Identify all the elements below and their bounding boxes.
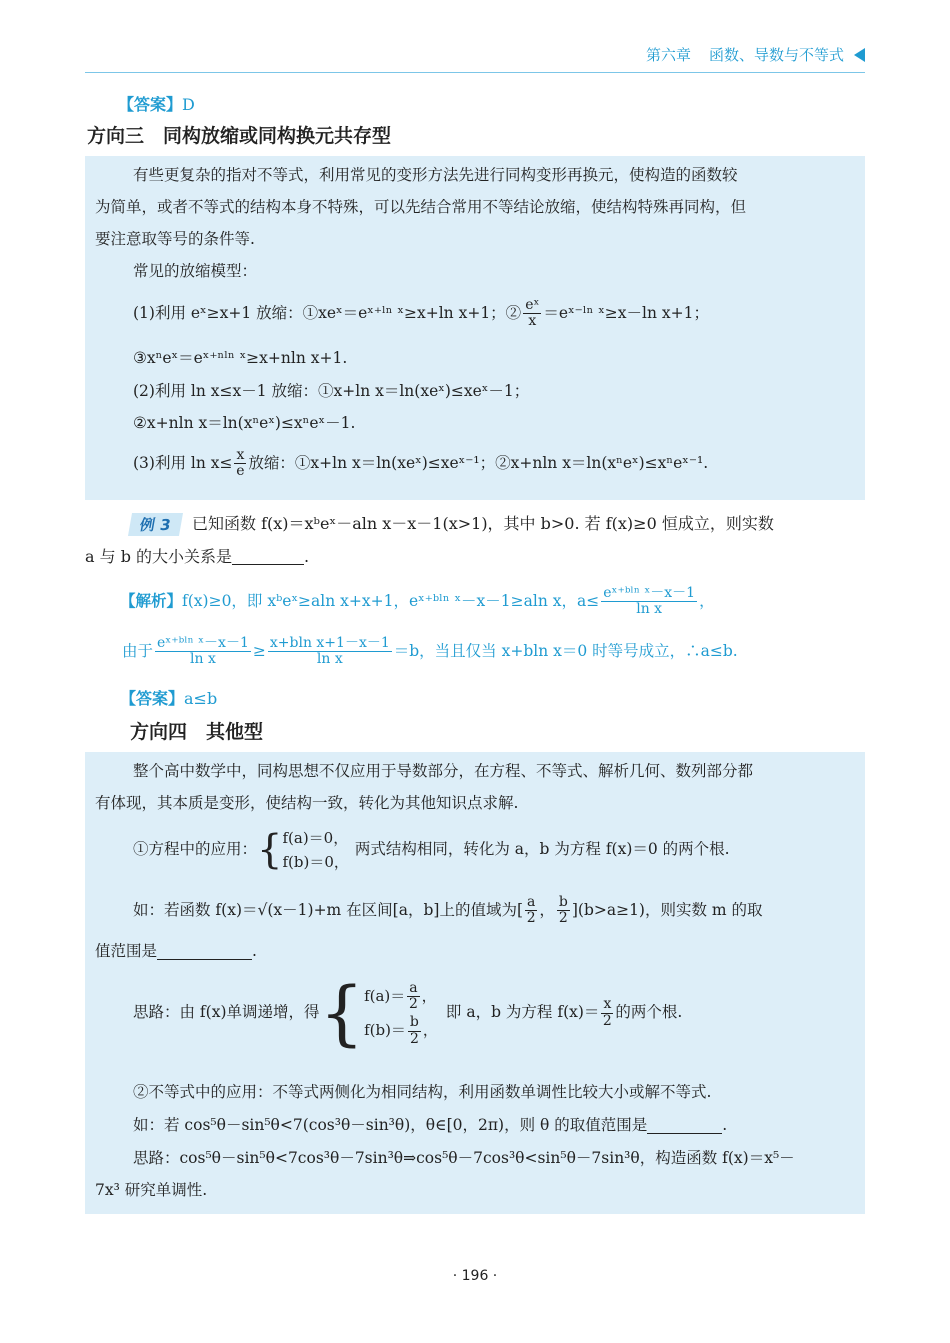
solution-line-1: 【解析】f(x)≥0，即 xᵇeˣ≥aln x+x+1，eˣ⁺ᵇˡⁿ ˣ－x－1≥aln x，a≤ $\frac{\text{eˣ⁺ᵇˡⁿ ˣ－x－1}}{\text{ln x}}$ ，: [120, 585, 715, 618]
example-3-question-2: a 与 b 的大小关系是 .: [85, 547, 310, 566]
example-inequality: 如：若 cos⁵θ－sin⁵θ<7(cos³θ－sin³θ)，θ∈[0，2π)，则 θ 的取值范围是 .: [133, 1116, 728, 1134]
thinking-line: 思路：由 f(x)单调递增，得{ f(a)＝ $\frac{a}{2}$ ， f(b)＝ $\frac{b}{2}$ ， 即 a，b 为方程 f(x)＝ $\frac{x}{2}$ 的两个根.: [133, 972, 683, 1054]
equation-application: ①方程中的应用：{ f(a)＝0， f(b)＝0， 两式结构相同，转化为 a，b 为方程 f(x)＝0 的两个根.: [133, 827, 730, 873]
page-number: · 196 ·: [452, 1268, 498, 1284]
box-section-3: 有些更复杂的指对不等式，利用常见的变形方法先进行同构变形再换元，使构造的函数较 为简单，或者不等式的结构本身不特殊，可以先结合常用不等结论放缩，使结构特殊再同构，但 要注意取等号的条件等. 常见的放缩模型： (1)利用 eˣ≥x+1 放缩：①xeˣ＝eˣ⁺ˡⁿ ˣ≥x+ln x+1；② $\frac{\text{eˣ}}{x}$ ＝eˣ⁻ˡⁿ ˣ≥x－ln x+1； ③xⁿeˣ＝eˣ⁺ⁿˡⁿ ˣ≥x+nln x+1. (2)利用 ln x≤x－1 放缩：①x+ln x＝ln(xeˣ)≤xeˣ－1； ②x+nln x＝ln(xⁿeˣ)≤xⁿeˣ－1. (3)利用 ln x≤ $\frac{x}{e}$ 放缩：①x+ln x＝ln(xeˣ)≤xeˣ⁻¹；②x+nln x＝ln(xⁿeˣ)≤xⁿeˣ⁻¹.: [85, 156, 865, 500]
solution-line-2: 由于 $\frac{\text{eˣ⁺ᵇˡⁿ ˣ－x－1}}{\text{ln x}}$ ≥ $\frac{\text{x+bln x+1－x－1}}{\text{ln x}}$ ＝b，当且仅当 x+bln x＝0 时等号成立，∴a≤b.: [122, 635, 738, 668]
triangle-marker-icon: [854, 48, 865, 62]
chapter-title: 函数、导数与不等式: [708, 46, 844, 64]
answer-blank[interactable]: [232, 550, 304, 565]
model-3: (3)利用 ln x≤ $\frac{x}{e}$ 放缩：①x+ln x＝ln(xeˣ)≤xeˣ⁻¹；②x+nln x＝ln(xⁿeˣ)≤xⁿeˣ⁻¹.: [133, 447, 709, 480]
example-3-label: 例 3: [128, 513, 183, 536]
section-3-heading: 方向三 同构放缩或同构换元共存型: [87, 125, 392, 147]
chapter-label: 第六章: [645, 46, 691, 64]
theta-blank[interactable]: [647, 1119, 722, 1134]
example-3-question: 已知函数 f(x)＝xᵇeˣ－aln x－x－1(x>1)，其中 b>0. 若 f(x)≥0 恒成立，则实数: [192, 514, 774, 533]
answer-2: 【答案】a≤b: [120, 689, 218, 708]
running-header: [646, 44, 865, 65]
header-rule: [85, 72, 865, 73]
box-section-4: 整个高中数学中，同构思想不仅应用于导数部分，在方程、不等式、解析几何、数列部分都 有体现，其本质是变形，使结构一致，转化为其他知识点求解. ①方程中的应用：{ f(a)＝0， f(b)＝0， 两式结构相同，转化为 a，b 为方程 f(x)＝0 的两个根. 如：若函数 f(x)＝√(x－1)+m 在区间[a，b]上的值域为[ $\frac{a}{2}$ ， $\frac{b}{2}$ ](b>a≥1)，则实数 m 的取 值范围是 . 思路：由 f(x)单调递增，得{ f(a)＝ $\frac{a}{2}$ ， f(b)＝ $\frac{b}{2}$ ， 即 a，b 为方程 f(x)＝ $\frac{x}{2}$ 的两个根. ②不等式中的应用：不等式两侧化为相同结构，利用函数单调性比较大小或解不等式. 如：若 cos⁵θ－sin⁵θ<7(cos³θ－sin³θ)，θ∈[0，2π)，则 θ 的取值范围是 . 思路：cos⁵θ－sin⁵θ<7cos³θ－7sin³θ⇒cos⁵θ－7cos³θ<sin⁵θ－7sin³θ，构造函数 f(x)＝x⁵－ 7x³ 研究单调性.: [85, 752, 865, 1214]
example-range-2: 值范围是 .: [95, 942, 257, 960]
answer-1: 【答案】D: [118, 95, 195, 114]
range-blank[interactable]: [157, 945, 252, 960]
model-1: (1)利用 eˣ≥x+1 放缩：①xeˣ＝eˣ⁺ˡⁿ ˣ≥x+ln x+1；② $\frac{\text{eˣ}}{x}$ ＝eˣ⁻ˡⁿ ˣ≥x－ln x+1；: [133, 297, 709, 330]
example-range: 如：若函数 f(x)＝√(x－1)+m 在区间[a，b]上的值域为[ $\frac{a}{2}$ ， $\frac{b}{2}$ ](b>a≥1)，则实数 m 的取: [133, 894, 763, 927]
section-4-heading: 方向四 其他型: [130, 721, 264, 743]
